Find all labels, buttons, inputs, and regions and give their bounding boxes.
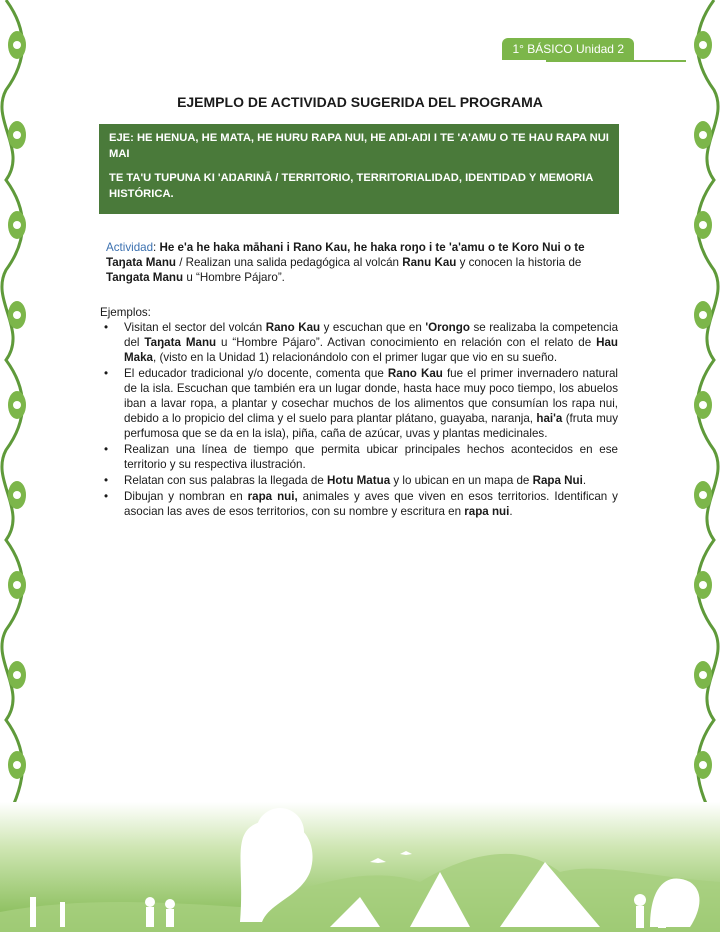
list-item: • Visitan el sector del volcán Rano Kau y escuchan que en 'Orongo se realizaba la competencia del Taŋata Manu u “Hombre Pájaro”. Activan conocimiento en relación con el relato de Hau Maka, (visto en la Unidad 1) relacionándolo con el primer lugar que vio en su sueño. <box>104 321 619 364</box>
footer-landscape-illustration <box>0 802 720 932</box>
examples-label: Ejemplos: <box>100 306 151 319</box>
activity-text: u “Hombre Pájaro”. <box>183 271 285 284</box>
activity-colon: : <box>153 241 160 254</box>
list-item: • El educador tradicional y/o docente, comenta que Rano Kau fue el primer invernadero natural de la isla. Escuchan que también era un lugar donde, hasta hace muy poco tiempo, los abuelos iban a lavar ropa, a plantar y cosechar muchos de los alimentos que consumían los rapa nui, debido a lo propicio del clima y el suelo para plantar plátano, guayaba, naranja, hai'a (fruta muy perfumosa que se da en la isla), piña, caña de azúcar, uvas y plantas medicinales. <box>104 367 619 440</box>
list-item: • Dibujan y nombran en rapa nui, animales y aves que viven en esos territorios. Identifican y asocian las aves de esos territorios, con su nombre y escritura en rapa nui. <box>104 490 618 518</box>
list-item: • Realizan una línea de tiempo que permita ubicar principales hechos acontecidos en ese territorio y su respectiva ilustración. <box>104 443 618 471</box>
bullet-icon: • <box>104 443 109 456</box>
examples-list <box>104 320 618 520</box>
activity-text: y conocen la historia de <box>456 256 582 269</box>
decorative-border-left <box>0 0 34 820</box>
activity-bold: Tangata Manu <box>106 271 184 284</box>
bullet-icon: • <box>104 490 109 503</box>
activity-rapa-nui-text: He e'a he haka māhani i Rano Kau, he haka roŋo i te 'a'amu o te Koro Nui o te Taŋata Manu <box>106 241 585 269</box>
eje-box <box>99 124 619 214</box>
activity-paragraph <box>106 240 620 285</box>
unit-tab <box>502 38 634 60</box>
unit-tab-underline <box>546 60 686 62</box>
activity-bold: Ranu Kau <box>402 256 457 269</box>
page-title: EJEMPLO DE ACTIVIDAD SUGERIDA DEL PROGRAMA <box>177 94 543 110</box>
unit-tab-label: 1° BÁSICO Unidad 2 <box>512 42 624 56</box>
activity-label: Actividad <box>106 241 154 254</box>
bullet-icon: • <box>104 474 109 487</box>
bullet-icon: • <box>104 321 109 334</box>
eje-title: EJE: HE HENUA, HE MATA, HE HURU RAPA NUI, HE AŊI-AŊI I TE 'A'AMU O TE HAU RAPA NUI MAI <box>109 132 609 160</box>
list-item: • Relatan con sus palabras la llegada de Hotu Matua y lo ubican en un mapa de Rapa Nui. <box>104 474 587 487</box>
activity-text: / Realizan una salida pedagógica al volcán <box>176 256 403 269</box>
eje-subtitle: TE TA'U TUPUNA KI 'AŊARINĀ / TERRITORIO, TERRITORIALIDAD, IDENTIDAD Y MEMORIA HISTÓRICA. <box>109 172 593 200</box>
bullet-icon: • <box>104 367 109 380</box>
decorative-border-right <box>686 0 720 820</box>
